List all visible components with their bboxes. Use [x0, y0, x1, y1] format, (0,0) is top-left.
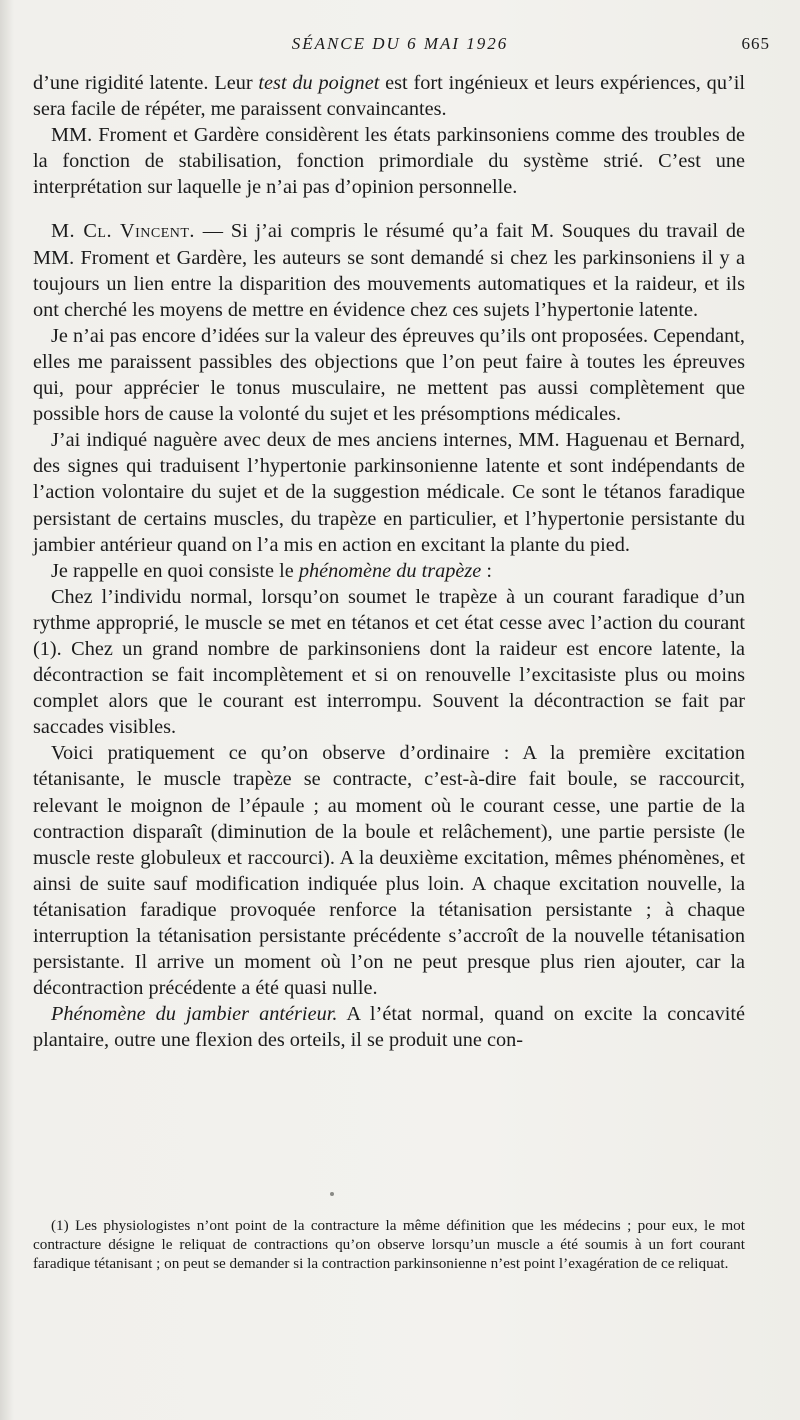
- paragraph-6: Je rappelle en quoi consiste le phénomène du trapèze :: [51, 559, 493, 582]
- footnote: [33, 1216, 745, 1273]
- footnote-text: (1) Les physiologistes n’ont point de la contracture la même définition que les médecins ; pour eux, le mot contracture désigne le reliquat de contractions qu’on observe lorsqu’un muscle a été soumis à un fort courant faradique tétanisant ; on peut se demander si la contraction parkinsonienne n’est point l’exagération de ce reliquat.: [33, 1217, 745, 1272]
- paragraph-2: MM. Froment et Gardère considèrent les états parkinsoniens comme des troubles de la fonction de stabilisation, fonction primordiale du système strié. C’est une interprétation sur laquelle je n’ai pas d’opinion personnelle.: [33, 124, 745, 199]
- header-title: SÉANCE DU 6 MAI 1926: [291, 34, 509, 53]
- paragraph-7: Chez l’individu normal, lorsqu’on soumet le trapèze à un courant faradique d’un rythme approprié, le muscle se met en tétanos et cet état cesse avec l’action du courant (1). Chez un grand nombre de parkinsoniens dont la raideur est encore latente, la décontraction se fait incomplètement et si on renouvelle l’excitasiste plus ou moins complet alors que le courant est interrompu. Souvent la décontraction se fait par saccades visibles.: [33, 585, 745, 739]
- paragraph-3: M. Cl. Vincent. — Si j’ai compris le résumé qu’a fait M. Souques du travail de MM. Froment et Gardère, les auteurs se sont demandé si chez les parkinsoniens il y a toujours un lien entre la disparition des mouvements automatiques et la raideur, et ils ont cherché les moyens de mettre en évidence chez ces sujets l’hypertonie latente.: [33, 220, 745, 321]
- section-heading: Phénomène du jambier antérieur.: [51, 1003, 338, 1026]
- page-number: 665: [741, 34, 770, 53]
- running-header: [30, 34, 770, 58]
- paragraph-9: Phénomène du jambier antérieur. A l’état normal, quand on excite la concavité plantaire, outre une flexion des orteils, il se produit une con-: [33, 1003, 745, 1052]
- paragraph-5: J’ai indiqué naguère avec deux de mes anciens internes, MM. Haguenau et Bernard, des signes qui traduisent l’hypertonie parkinsonienne latente et sont indépendants de l’action volontaire du sujet et de la suggestion médicale. Ce sont le tétanos faradique persistant de certains muscles, du trapèze en particulier, et l’hypertonie persistante du jambier antérieur quand on l’a mis en action en excitant la plante du pied.: [33, 429, 745, 556]
- speaker-name: M. Cl. Vincent.: [51, 220, 195, 243]
- footnote-mark: [330, 1192, 334, 1196]
- paragraph-8: Voici pratiquement ce qu’on observe d’ordinaire : A la première excitation tétanisante, le muscle trapèze se contracte, c’est-à-dire fait boule, se raccourcit, relevant le moignon de l’épaule ; au moment où le courant cesse, une partie de la contraction disparaît (diminution de la boule et relâchement), une partie persiste (le muscle reste globuleux et raccourci). A la deuxième excitation, mêmes phénomènes, et ainsi de suite sauf modification indiquée plus loin. A chaque excitation nouvelle, la tétanisation faradique provoquée renforce la tétanisation persistante ; à chaque interruption la tétanisation persistante précédente s’accroît de la nouvelle tétanisation persistante. Il arrive un moment où l’on ne peut presque plus rien ajouter, car la décontraction précédente a été quasi nulle.: [33, 742, 745, 1000]
- italic-term: phénomène du trapèze: [298, 559, 482, 582]
- paragraph-1: d’une rigidité latente. Leur test du poignet est fort ingénieux et leurs expériences, qu’il sera facile de répéter, me paraissent convaincantes.: [33, 72, 745, 121]
- italic-term: test du poignet: [258, 72, 380, 94]
- paragraph-4: Je n’ai pas encore d’idées sur la valeur des épreuves qu’ils ont proposées. Cependant, elles me paraissent passibles des objections que l’on peut faire à toutes les épreuves qui, pour apprécier le tonus musculaire, ne mettent pas aussi complètement que possible hors de cause la volonté du sujet et les présomptions médicales.: [33, 324, 745, 426]
- body-text: [33, 70, 745, 1053]
